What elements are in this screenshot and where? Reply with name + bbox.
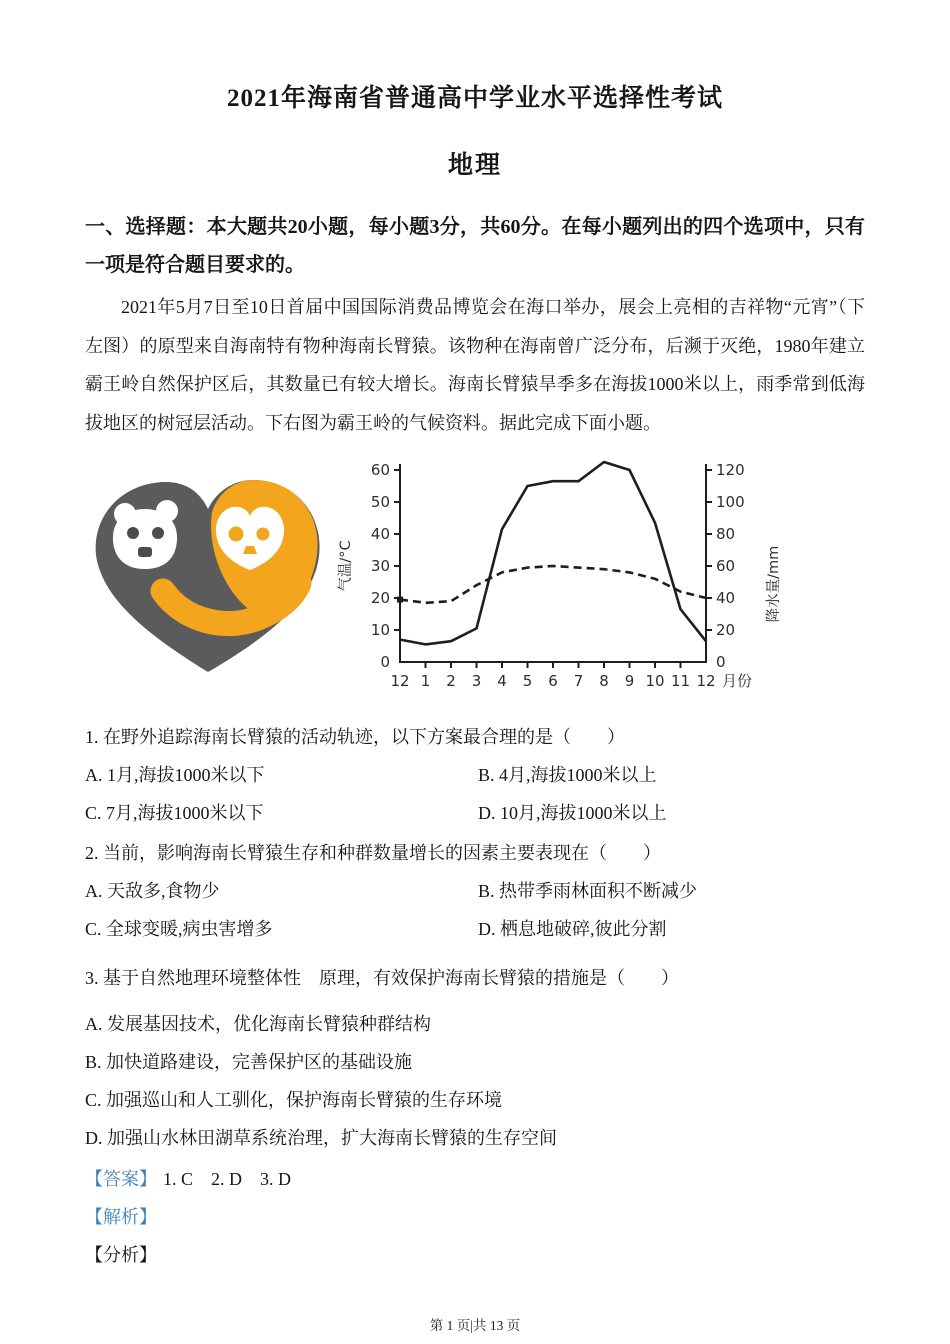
svg-text:0: 0 <box>716 653 726 671</box>
question-option: C. 加强巡山和人工驯化，保护海南长臂猿的生存环境 <box>85 1090 503 1110</box>
intro-paragraph: 2021年5月7日至10日首届中国国际消费品博览会在海口举办，展会上亮相的吉祥物“元宵”（下左图）的原型来自海南特有物种海南长臂猿。该物种在海南曾广泛分布，后濒于灭绝，1980年建立霸王岭自然保护区后，其数量已有较大增长。海南长臂猿旱季多在海拔1000米以上，雨季常到低海拔地区的树冠层活动。下右图为霸王岭的气候资料。据此完成下面小题。 <box>85 297 865 433</box>
page-footer: 第 1 页|共 13 页 <box>429 1318 521 1333</box>
svg-text:月份: 月份 <box>722 672 753 690</box>
question-option: D. 10月,海拔1000米以上 <box>478 803 667 823</box>
option-row <box>85 801 865 826</box>
svg-text:8: 8 <box>599 672 609 690</box>
answer-label: 【答案】 <box>85 1169 157 1189</box>
svg-text:40: 40 <box>716 589 736 607</box>
svg-text:3: 3 <box>471 672 482 690</box>
svg-text:50: 50 <box>370 493 390 511</box>
svg-text:降水量/mm: 降水量/mm <box>766 545 782 623</box>
answer-values: 1. C 2. D 3. D <box>163 1169 292 1189</box>
question-option: D. 栖息地破碎,彼此分割 <box>478 919 667 939</box>
svg-text:9: 9 <box>624 672 635 690</box>
subject-title: 地理 <box>447 152 502 179</box>
svg-text:30: 30 <box>370 557 390 575</box>
svg-text:5: 5 <box>522 672 533 690</box>
question-option: B. 热带季雨林面积不断减少 <box>478 881 698 901</box>
question-option: C. 全球变暖,病虫害增多 <box>85 919 273 939</box>
option-row <box>85 763 865 788</box>
svg-text:1: 1 <box>420 672 431 690</box>
section-heading: 一、选择题：本大题共20小题，每小题3分，共60分。在每小题列出的四个选项中，只有一项是符合题目要求的。 <box>85 216 865 276</box>
svg-text:气温/°C: 气温/°C <box>338 540 354 592</box>
option-row <box>85 879 865 904</box>
climate-chart <box>334 448 794 700</box>
question-option: A. 1月,海拔1000米以下 <box>85 765 265 785</box>
svg-text:12: 12 <box>390 672 410 690</box>
svg-text:2: 2 <box>446 672 456 690</box>
svg-text:7: 7 <box>573 672 584 690</box>
svg-text:10: 10 <box>645 672 665 690</box>
svg-text:100: 100 <box>716 493 745 511</box>
svg-text:20: 20 <box>716 621 736 639</box>
question-stem: 3. 基于自然地理环境整体性 原理，有效保护海南长臂猿的措施是（ ） <box>85 968 679 988</box>
question-stem: 2. 当前，影响海南长臂猿生存和种群数量增长的因素主要表现在（ ） <box>85 843 661 863</box>
climate-chart-figure <box>334 448 794 700</box>
svg-text:10: 10 <box>370 621 390 639</box>
figure-row <box>85 448 865 710</box>
svg-text:60: 60 <box>370 461 390 479</box>
gibbon-mascot-image <box>87 462 332 684</box>
svg-text:12: 12 <box>696 672 716 690</box>
svg-text:120: 120 <box>716 461 745 479</box>
svg-text:6: 6 <box>548 672 558 690</box>
question-stem: 1. 在野外追踪海南长臂猿的活动轨迹，以下方案最合理的是（ ） <box>85 727 625 747</box>
svg-text:60: 60 <box>716 557 736 575</box>
svg-text:11: 11 <box>670 672 691 690</box>
svg-text:4: 4 <box>497 672 507 690</box>
svg-text:40: 40 <box>370 525 390 543</box>
question-option: B. 4月,海拔1000米以上 <box>478 765 657 785</box>
answer-row <box>85 1166 865 1192</box>
mascot-figure <box>87 462 332 689</box>
svg-text:20: 20 <box>370 589 390 607</box>
question-option: C. 7月,海拔1000米以下 <box>85 803 264 823</box>
question-option: A. 天敌多,食物少 <box>85 881 220 901</box>
analysis-label: 【分析】 <box>85 1245 157 1265</box>
explanation-label: 【解析】 <box>85 1207 157 1227</box>
question-option: A. 发展基因技术，优化海南长臂猿种群结构 <box>85 1014 431 1034</box>
option-row <box>85 917 865 942</box>
question-option: B. 加快道路建设，完善保护区的基础设施 <box>85 1052 413 1072</box>
question-option: D. 加强山水林田湖草系统治理，扩大海南长臂猿的生存空间 <box>85 1128 557 1148</box>
svg-text:80: 80 <box>716 525 736 543</box>
page-title: 2021年海南省普通高中学业水平选择性考试 <box>226 85 723 112</box>
svg-text:0: 0 <box>380 653 390 671</box>
